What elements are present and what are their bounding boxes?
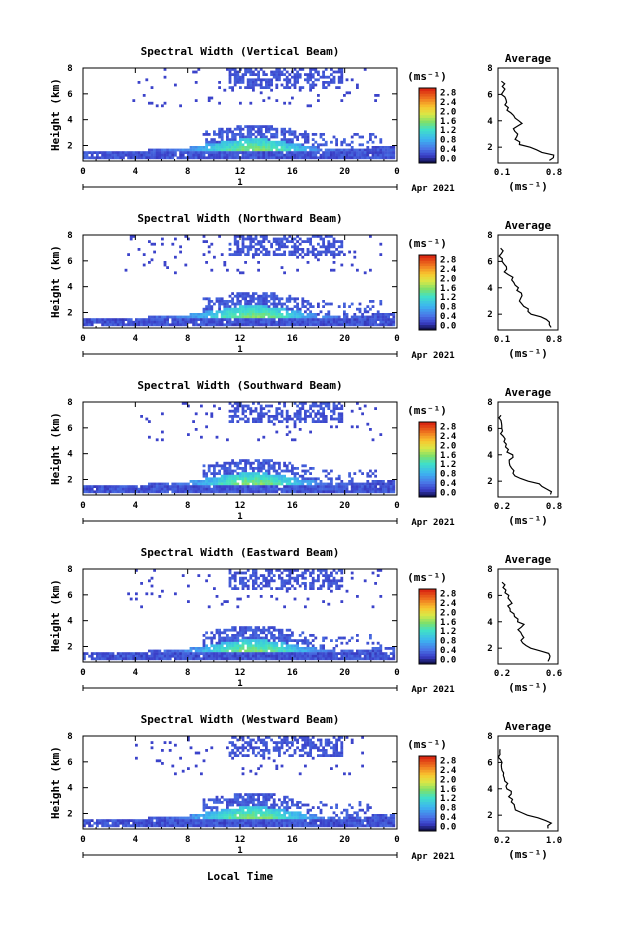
colorbar-segment: [419, 433, 436, 436]
colorbar-segment: [419, 101, 436, 104]
profile-x-tick-label: 0.2: [493, 669, 511, 679]
profile-y-tick-label: 2: [487, 811, 493, 822]
colorbar: [407, 70, 457, 164]
colorbar-segment: [419, 489, 436, 492]
colorbar-segment: [419, 319, 436, 322]
x-tick-label: 8: [184, 501, 191, 511]
y-tick-label: 2: [67, 809, 73, 820]
profile-y-tick-label: 6: [487, 758, 493, 769]
x-tick-label: 20: [339, 167, 351, 177]
colorbar-segment: [419, 632, 436, 635]
x-tick-label: 0: [394, 167, 400, 177]
profile-y-tick-label: 2: [487, 644, 493, 655]
colorbar-tick-label: 0.8: [440, 803, 457, 814]
profile-panel: [487, 386, 562, 527]
colorbar-segment: [419, 645, 436, 648]
colorbar-segment: [419, 309, 436, 312]
x-tick-label: 4: [132, 501, 139, 511]
colorbar-segment: [419, 144, 436, 147]
colorbar-tick-label: 2.0: [440, 775, 457, 786]
profile-y-tick-label: 8: [487, 231, 493, 241]
colorbar-segment: [419, 274, 436, 277]
y-tick-label: 2: [67, 308, 73, 319]
panel-title: Spectral Width (Vertical Beam): [140, 45, 340, 58]
profile-line: [499, 415, 551, 494]
y-axis-label: Height (km): [49, 412, 62, 485]
colorbar-tick-label: 2.4: [440, 766, 457, 777]
colorbar-segment: [419, 769, 436, 772]
colorbar-segment: [419, 258, 436, 261]
colorbar-tick-label: 0.0: [440, 488, 457, 499]
colorbar-tick-label: 1.6: [440, 116, 457, 127]
colorbar-tick-label: 0.8: [440, 135, 457, 146]
colorbar-segment: [419, 306, 436, 309]
day-label: 1: [237, 512, 243, 522]
colorbar-label: (ms⁻¹): [407, 738, 447, 751]
colorbar-tick-label: 2.8: [440, 255, 457, 266]
x-tick-label: 12: [234, 501, 246, 511]
colorbar-segment: [419, 104, 436, 107]
profile-y-tick-label: 2: [487, 477, 493, 488]
profile-y-tick-label: 4: [487, 450, 493, 461]
colorbar-label: (ms⁻¹): [407, 571, 447, 584]
colorbar-tick-label: 2.8: [440, 422, 457, 433]
x-tick-label: 12: [234, 167, 246, 177]
x-tick-label: 0: [80, 835, 86, 845]
profile-frame: [498, 235, 558, 330]
colorbar-tick-label: 2.0: [440, 608, 457, 619]
y-tick-label: 2: [67, 475, 73, 486]
colorbar-segment: [419, 279, 436, 282]
y-tick-label: 4: [67, 616, 73, 627]
colorbar-segment: [419, 298, 436, 301]
x-tick-label: 8: [184, 668, 191, 678]
profile-panel: [487, 553, 562, 694]
colorbar-segment: [419, 759, 436, 762]
colorbar-tick-label: 1.2: [440, 126, 457, 137]
colorbar-tick-label: 1.2: [440, 460, 457, 471]
colorbar-segment: [419, 783, 436, 786]
colorbar-segment: [419, 608, 436, 611]
profile-y-tick-label: 2: [487, 310, 493, 321]
profile-x-tick-label: 0.1: [493, 335, 511, 345]
colorbar-segment: [419, 425, 436, 428]
profile-title: Average: [504, 52, 552, 65]
profile-x-tick-label: 0.1: [493, 168, 511, 178]
profile-x-tick-label: 1.0: [545, 836, 563, 846]
colorbar-segment: [419, 470, 436, 473]
colorbar-segment: [419, 150, 436, 153]
profile-line: [501, 81, 553, 160]
x-tick-label: 0: [394, 835, 400, 845]
colorbar-segment: [419, 91, 436, 94]
colorbar-segment: [419, 775, 436, 778]
colorbar-tick-label: 0.8: [440, 469, 457, 480]
profile-x-label: (ms⁻¹): [508, 347, 548, 360]
colorbar-segment: [419, 476, 436, 479]
colorbar-segment: [419, 637, 436, 640]
x-tick-label: 0: [80, 668, 86, 678]
y-tick-label: 6: [67, 423, 73, 434]
colorbar-segment: [419, 484, 436, 487]
colorbar-segment: [419, 653, 436, 656]
y-tick-label: 6: [67, 256, 73, 267]
profile-panel: [487, 52, 562, 193]
colorbar-segment: [419, 807, 436, 810]
x-tick-label: 16: [286, 334, 298, 344]
profile-x-tick-label: 0.8: [545, 335, 563, 345]
colorbar-segment: [419, 780, 436, 783]
colorbar-segment: [419, 152, 436, 155]
colorbar-segment: [419, 452, 436, 455]
colorbar-tick-label: 0.8: [440, 636, 457, 647]
colorbar-tick-label: 2.4: [440, 98, 457, 109]
colorbar-segment: [419, 823, 436, 826]
colorbar-segment: [419, 136, 436, 139]
panel-5: [49, 713, 562, 862]
colorbar-segment: [419, 285, 436, 288]
colorbar-segment: [419, 112, 436, 115]
day-label: 1: [237, 846, 243, 856]
colorbar-segment: [419, 260, 436, 263]
x-axis-label: Local Time: [206, 870, 274, 883]
profile-y-tick-label: 8: [487, 64, 493, 74]
profile-panel: [487, 720, 562, 861]
heatmap-cells: [83, 569, 395, 660]
colorbar-tick-label: 1.6: [440, 450, 457, 461]
colorbar-segment: [419, 594, 436, 597]
colorbar-tick-label: 1.6: [440, 617, 457, 628]
colorbar-tick-label: 0.4: [440, 812, 457, 823]
colorbar-segment: [419, 107, 436, 110]
colorbar-segment: [419, 592, 436, 595]
colorbar-segment: [419, 293, 436, 296]
y-axis-label: Height (km): [49, 579, 62, 652]
panel-1: [49, 45, 562, 194]
colorbar-segment: [419, 820, 436, 823]
x-tick-label: 4: [132, 167, 139, 177]
month-label: Apr 2021: [411, 351, 455, 361]
colorbar: [407, 404, 457, 498]
colorbar-segment: [419, 651, 436, 654]
colorbar-segment: [419, 605, 436, 608]
colorbar-label: (ms⁻¹): [407, 237, 447, 250]
colorbar-segment: [419, 478, 436, 481]
panel-title: Spectral Width (Northward Beam): [137, 212, 343, 225]
y-tick-label: 6: [67, 89, 73, 100]
colorbar-segment: [419, 317, 436, 320]
colorbar-segment: [419, 311, 436, 314]
colorbar-segment: [419, 115, 436, 118]
profile-line: [502, 582, 550, 661]
colorbar-segment: [419, 772, 436, 775]
profile-y-tick-label: 4: [487, 784, 493, 795]
x-tick-label: 0: [80, 501, 86, 511]
colorbar-segment: [419, 624, 436, 627]
profile-frame: [498, 569, 558, 664]
colorbar-segment: [419, 460, 436, 463]
colorbar-segment: [419, 786, 436, 789]
x-tick-label: 4: [132, 835, 139, 845]
colorbar-tick-label: 1.6: [440, 784, 457, 795]
x-tick-label: 20: [339, 835, 351, 845]
profile-line: [499, 248, 551, 327]
colorbar-tick-label: 2.4: [440, 432, 457, 443]
profile-y-tick-label: 4: [487, 617, 493, 628]
colorbar-label: (ms⁻¹): [407, 70, 447, 83]
colorbar-tick-label: 0.4: [440, 311, 457, 322]
panel-title: Spectral Width (Westward Beam): [140, 713, 340, 726]
colorbar-segment: [419, 99, 436, 102]
colorbar-tick-label: 0.0: [440, 655, 457, 666]
profile-y-tick-label: 4: [487, 283, 493, 294]
y-tick-label: 4: [67, 783, 73, 794]
profile-x-label: (ms⁻¹): [508, 848, 548, 861]
colorbar-segment: [419, 438, 436, 441]
x-tick-label: 12: [234, 835, 246, 845]
profile-x-label: (ms⁻¹): [508, 514, 548, 527]
profile-x-tick-label: 0.8: [545, 168, 563, 178]
colorbar-segment: [419, 627, 436, 630]
x-tick-label: 8: [184, 835, 191, 845]
colorbar: [407, 237, 457, 331]
month-label: Apr 2021: [411, 184, 455, 194]
colorbar-segment: [419, 322, 436, 325]
colorbar: [407, 571, 457, 665]
colorbar-segment: [419, 449, 436, 452]
y-axis-label: Height (km): [49, 245, 62, 318]
colorbar-tick-label: 1.2: [440, 627, 457, 638]
colorbar-segment: [419, 282, 436, 285]
colorbar-tick-label: 2.4: [440, 599, 457, 610]
y-tick-label: 8: [67, 398, 73, 408]
y-axis-label: Height (km): [49, 746, 62, 819]
colorbar-segment: [419, 435, 436, 438]
x-tick-label: 0: [80, 334, 86, 344]
x-tick-label: 8: [184, 167, 191, 177]
colorbar-segment: [419, 804, 436, 807]
profile-title: Average: [504, 219, 552, 232]
colorbar-segment: [419, 271, 436, 274]
colorbar-tick-label: 2.4: [440, 265, 457, 276]
profile-y-tick-label: 8: [487, 732, 493, 742]
colorbar-tick-label: 1.2: [440, 794, 457, 805]
panel-4: [49, 546, 562, 695]
colorbar: [407, 738, 457, 832]
colorbar-segment: [419, 818, 436, 821]
profile-y-tick-label: 6: [487, 90, 493, 101]
y-tick-label: 4: [67, 282, 73, 293]
colorbar-segment: [419, 473, 436, 476]
panel-3: [49, 379, 562, 528]
profile-x-label: (ms⁻¹): [508, 681, 548, 694]
y-tick-label: 6: [67, 757, 73, 768]
colorbar-segment: [419, 266, 436, 269]
colorbar-segment: [419, 486, 436, 489]
colorbar-segment: [419, 794, 436, 797]
profile-frame: [498, 68, 558, 163]
colorbar-segment: [419, 767, 436, 770]
x-tick-label: 0: [394, 501, 400, 511]
colorbar-segment: [419, 303, 436, 306]
colorbar-segment: [419, 290, 436, 293]
colorbar-segment: [419, 796, 436, 799]
colorbar-segment: [419, 446, 436, 449]
colorbar-segment: [419, 619, 436, 622]
y-tick-label: 8: [67, 231, 73, 241]
profile-x-label: (ms⁻¹): [508, 180, 548, 193]
x-tick-label: 4: [132, 668, 139, 678]
colorbar-segment: [419, 139, 436, 142]
x-tick-label: 0: [80, 167, 86, 177]
month-label: Apr 2021: [411, 685, 455, 695]
x-tick-label: 8: [184, 334, 191, 344]
x-tick-label: 20: [339, 501, 351, 511]
colorbar-tick-label: 2.0: [440, 441, 457, 452]
profile-y-tick-label: 8: [487, 565, 493, 575]
profile-y-tick-label: 2: [487, 143, 493, 154]
month-label: Apr 2021: [411, 518, 455, 528]
colorbar-tick-label: 1.2: [440, 293, 457, 304]
panel-title: Spectral Width (Southward Beam): [137, 379, 343, 392]
panel-title: Spectral Width (Eastward Beam): [140, 546, 340, 559]
y-tick-label: 4: [67, 449, 73, 460]
colorbar-segment: [419, 799, 436, 802]
profile-x-tick-label: 0.2: [493, 836, 511, 846]
profile-y-tick-label: 6: [487, 591, 493, 602]
x-tick-label: 16: [286, 668, 298, 678]
colorbar-segment: [419, 643, 436, 646]
colorbar-tick-label: 0.0: [440, 822, 457, 833]
colorbar-tick-label: 0.4: [440, 144, 457, 155]
y-tick-label: 2: [67, 642, 73, 653]
month-label: Apr 2021: [411, 852, 455, 862]
colorbar-segment: [419, 791, 436, 794]
colorbar-segment: [419, 441, 436, 444]
heatmap-cells: [83, 235, 395, 326]
day-label: 1: [237, 345, 243, 355]
colorbar-segment: [419, 602, 436, 605]
y-tick-label: 8: [67, 64, 73, 74]
colorbar-tick-label: 0.0: [440, 321, 457, 332]
colorbar-tick-label: 2.8: [440, 756, 457, 767]
colorbar-segment: [419, 118, 436, 121]
colorbar-segment: [419, 613, 436, 616]
colorbar-segment: [419, 155, 436, 158]
y-tick-label: 8: [67, 732, 73, 742]
x-tick-label: 0: [394, 668, 400, 678]
colorbar-tick-label: 0.8: [440, 302, 457, 313]
x-tick-label: 0: [394, 334, 400, 344]
colorbar-segment: [419, 268, 436, 271]
profile-title: Average: [504, 720, 552, 733]
profile-title: Average: [504, 553, 552, 566]
heatmap-cells: [83, 68, 395, 159]
x-tick-label: 4: [132, 334, 139, 344]
profile-y-tick-label: 6: [487, 257, 493, 268]
profile-panel: [487, 219, 562, 360]
x-tick-label: 12: [234, 668, 246, 678]
colorbar-segment: [419, 761, 436, 764]
profile-x-tick-label: 0.8: [545, 502, 563, 512]
x-tick-label: 16: [286, 835, 298, 845]
heatmap-cells: [83, 736, 395, 827]
y-tick-label: 4: [67, 115, 73, 126]
colorbar-segment: [419, 640, 436, 643]
colorbar-segment: [419, 812, 436, 815]
colorbar-segment: [419, 600, 436, 603]
colorbar-label: (ms⁻¹): [407, 404, 447, 417]
colorbar-tick-label: 2.0: [440, 274, 457, 285]
colorbar-segment: [419, 656, 436, 659]
profile-line: [498, 749, 551, 828]
day-label: 1: [237, 679, 243, 689]
profile-x-tick-label: 0.6: [545, 669, 563, 679]
panel-2: [49, 212, 562, 361]
colorbar-tick-label: 2.0: [440, 107, 457, 118]
colorbar-segment: [419, 616, 436, 619]
colorbar-segment: [419, 93, 436, 96]
profile-title: Average: [504, 386, 552, 399]
colorbar-segment: [419, 465, 436, 468]
colorbar-segment: [419, 810, 436, 813]
colorbar-segment: [419, 629, 436, 632]
profile-y-tick-label: 8: [487, 398, 493, 408]
y-axis-label: Height (km): [49, 78, 62, 151]
colorbar-segment: [419, 123, 436, 126]
colorbar-tick-label: 2.8: [440, 88, 457, 99]
colorbar-segment: [419, 462, 436, 465]
colorbar-tick-label: 0.4: [440, 645, 457, 656]
colorbar-tick-label: 1.6: [440, 283, 457, 294]
profile-x-tick-label: 0.2: [493, 502, 511, 512]
day-label: 1: [237, 178, 243, 188]
colorbar-tick-label: 2.8: [440, 589, 457, 600]
x-tick-label: 20: [339, 668, 351, 678]
colorbar-segment: [419, 131, 436, 134]
y-tick-label: 8: [67, 565, 73, 575]
colorbar-tick-label: 0.0: [440, 154, 457, 165]
colorbar-segment: [419, 126, 436, 129]
profile-frame: [498, 402, 558, 497]
x-tick-label: 20: [339, 334, 351, 344]
colorbar-segment: [419, 142, 436, 145]
colorbar-segment: [419, 457, 436, 460]
x-tick-label: 12: [234, 334, 246, 344]
colorbar-segment: [419, 427, 436, 430]
colorbar-segment: [419, 128, 436, 131]
x-tick-label: 16: [286, 501, 298, 511]
heatmap-cells: [83, 402, 395, 493]
colorbar-tick-label: 0.4: [440, 478, 457, 489]
profile-y-tick-label: 6: [487, 424, 493, 435]
y-tick-label: 2: [67, 141, 73, 152]
profile-y-tick-label: 4: [487, 116, 493, 127]
y-tick-label: 6: [67, 590, 73, 601]
x-tick-label: 16: [286, 167, 298, 177]
colorbar-segment: [419, 295, 436, 298]
